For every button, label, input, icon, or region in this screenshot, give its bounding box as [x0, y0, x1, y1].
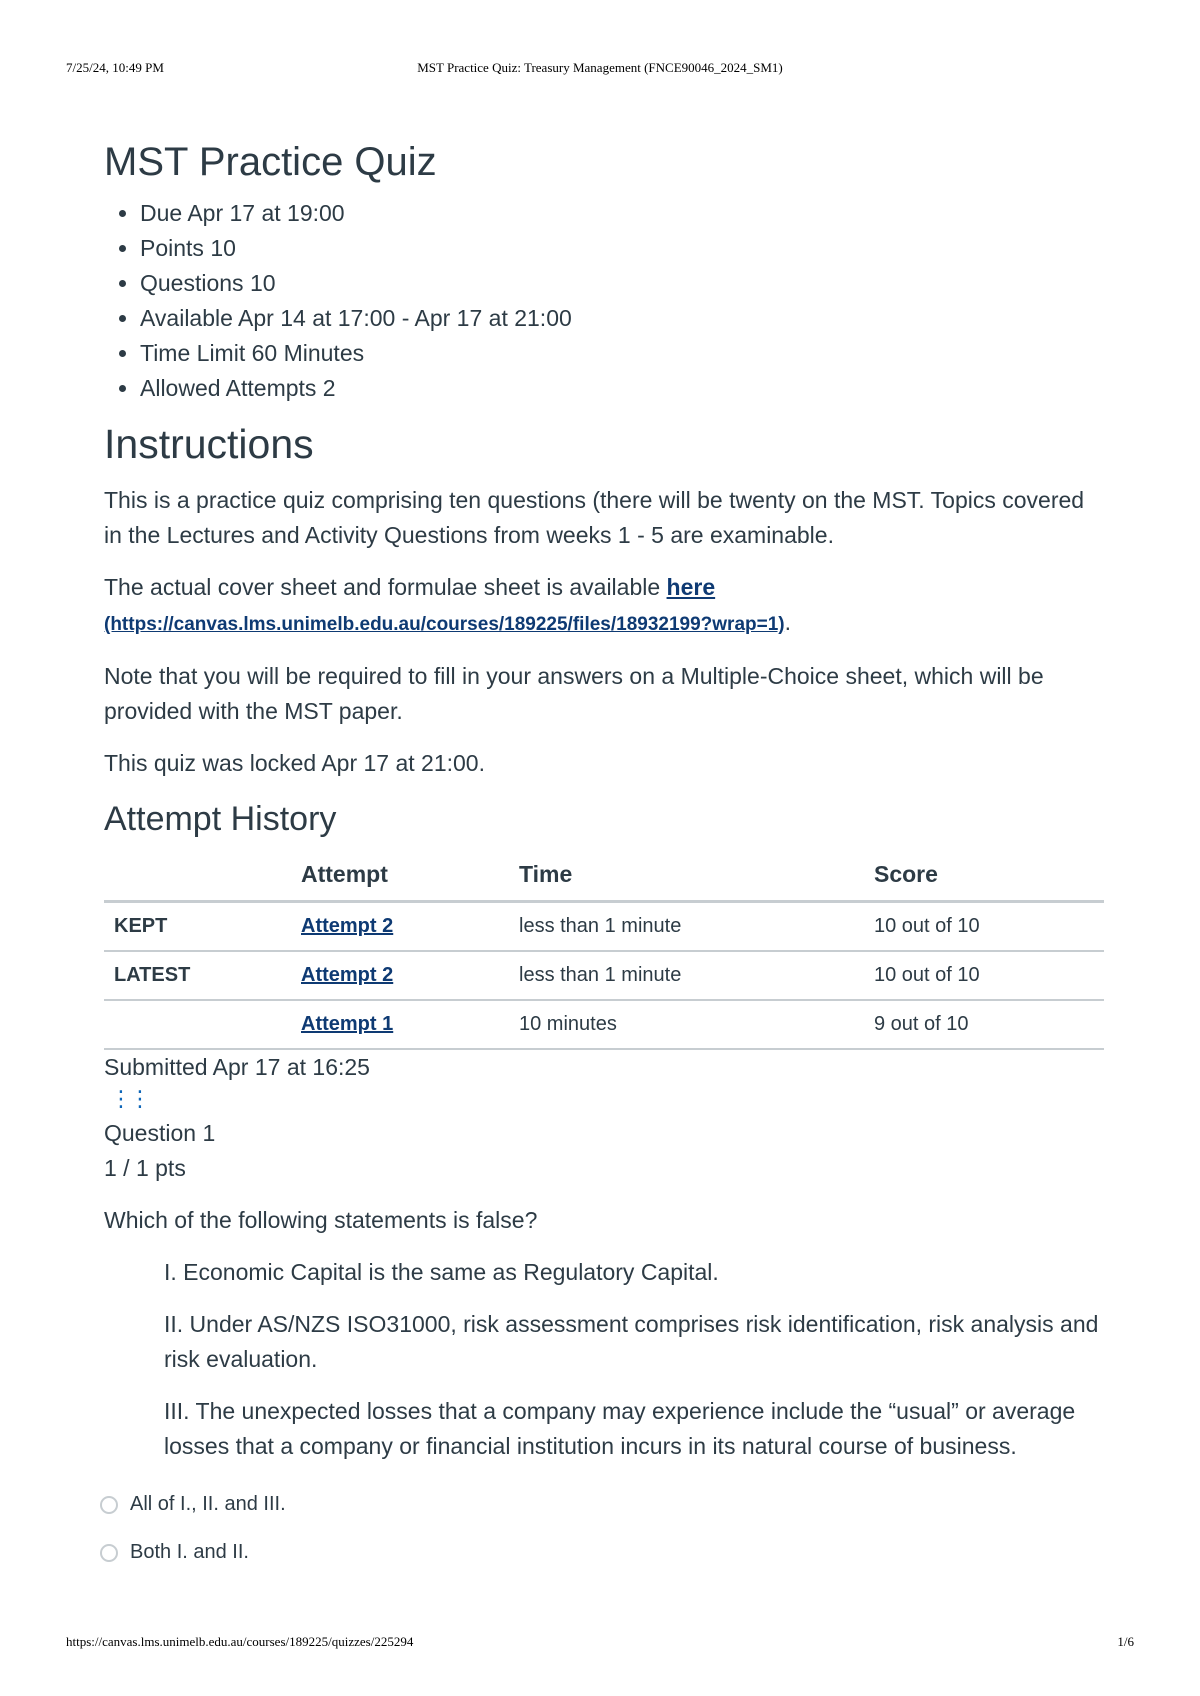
attempt-status-label [104, 1000, 291, 1049]
question-text: Which of the following statements is false? [104, 1206, 538, 1233]
quiz-details-list [104, 196, 1104, 406]
quiz-detail-allowed-attempts: • Allowed Attempts 2 [140, 371, 1104, 406]
question-points: 1 / 1 pts [104, 1154, 186, 1181]
attempt-history-heading: Attempt History [104, 800, 337, 839]
column-header-time: Time [509, 858, 864, 902]
attempt-score: 10 out of 10 [864, 951, 1104, 1000]
column-header-attempt: Attempt [291, 858, 509, 902]
quiz-content [104, 138, 1104, 1577]
attempt-link[interactable]: Attempt 1 [301, 1012, 394, 1035]
attempt-history-table [104, 858, 1104, 1050]
cover-sheet-url-link[interactable]: (https://canvas.lms.unimelb.edu.au/courses/189225/files/18932199?wrap=1) [104, 614, 785, 636]
attempt-status-label: KEPT [104, 901, 291, 951]
attempt-score: 10 out of 10 [864, 901, 1104, 951]
question-statement-3: III. The unexpected losses that a company may experience include the “usual” or average losses that a company or financial institution incurs in its natural course of business. [164, 1397, 1076, 1459]
quiz-detail-points: • Points 10 [140, 231, 1104, 266]
attempt-time: less than 1 minute [509, 951, 864, 1000]
answer-option-label: Both I. and II. [130, 1541, 249, 1564]
print-datetime: 7/25/24, 10:49 PM [66, 60, 164, 75]
instructions-paragraph-1: This is a practice quiz comprising ten questions (there will be twenty on the MST. Topics covered in the Lectures and Activity Questions from weeks 1 - 5 are examinable. [104, 487, 1085, 549]
attempt-time: 10 minutes [509, 1000, 864, 1049]
question-statement-1: I. Economic Capital is the same as Regulatory Capital. [164, 1258, 719, 1285]
instructions-paragraph-3: Note that you will be required to fill in your answers on a Multiple-Choice sheet, which will be provided with the MST paper. [104, 663, 1044, 725]
attempt-link[interactable]: Attempt 2 [301, 963, 394, 986]
question-statement-2: II. Under AS/NZS ISO31000, risk assessment comprises risk identification, risk analysis and risk evaluation. [164, 1310, 1099, 1372]
question-name: Question 1 [104, 1119, 216, 1146]
print-title: MST Practice Quiz: Treasury Management (FNCE90046_2024_SM1) [417, 60, 783, 75]
attempt-link[interactable]: Attempt 2 [301, 914, 394, 937]
drag-handle-icon[interactable]: ⋮⋮ [110, 1085, 148, 1111]
answer-option[interactable] [100, 1529, 1104, 1577]
attempt-time: less than 1 minute [509, 901, 864, 951]
answer-option[interactable] [100, 1481, 1104, 1529]
column-header-label [104, 858, 291, 902]
answer-option-label: All of I., II. and III. [130, 1493, 286, 1516]
print-url: https://canvas.lms.unimelb.edu.au/courses/189225/quizzes/225294 [66, 1634, 414, 1649]
instructions-heading: Instructions [104, 421, 314, 467]
attempt-status-label: LATEST [104, 951, 291, 1000]
cover-sheet-link[interactable]: here [666, 574, 716, 601]
radio-button[interactable] [100, 1544, 118, 1562]
quiz-detail-time-limit: • Time Limit 60 Minutes [140, 336, 1104, 371]
radio-button[interactable] [100, 1496, 118, 1514]
instructions-paragraph-2-suffix: . [784, 609, 792, 636]
quiz-title: MST Practice Quiz [104, 140, 437, 184]
attempt-table-header [104, 858, 1104, 902]
quiz-locked-note: This quiz was locked Apr 17 at 21:00. [104, 750, 485, 777]
instructions-paragraph-2-text: The actual cover sheet and formulae sheet is available [104, 574, 667, 601]
quiz-detail-questions: • Questions 10 [140, 266, 1104, 301]
quiz-detail-due: • Due Apr 17 at 19:00 [140, 196, 1104, 231]
quiz-detail-available: • Available Apr 14 at 17:00 - Apr 17 at 21:00 [140, 301, 1104, 336]
submitted-timestamp: Submitted Apr 17 at 16:25 [104, 1053, 370, 1080]
table-row [104, 951, 1104, 1000]
table-row [104, 1000, 1104, 1049]
instructions-paragraph-2 [104, 570, 1104, 642]
column-header-score: Score [864, 858, 1104, 902]
attempt-score: 9 out of 10 [864, 1000, 1104, 1049]
table-row [104, 901, 1104, 951]
print-page-number: 1/6 [1117, 1634, 1134, 1649]
